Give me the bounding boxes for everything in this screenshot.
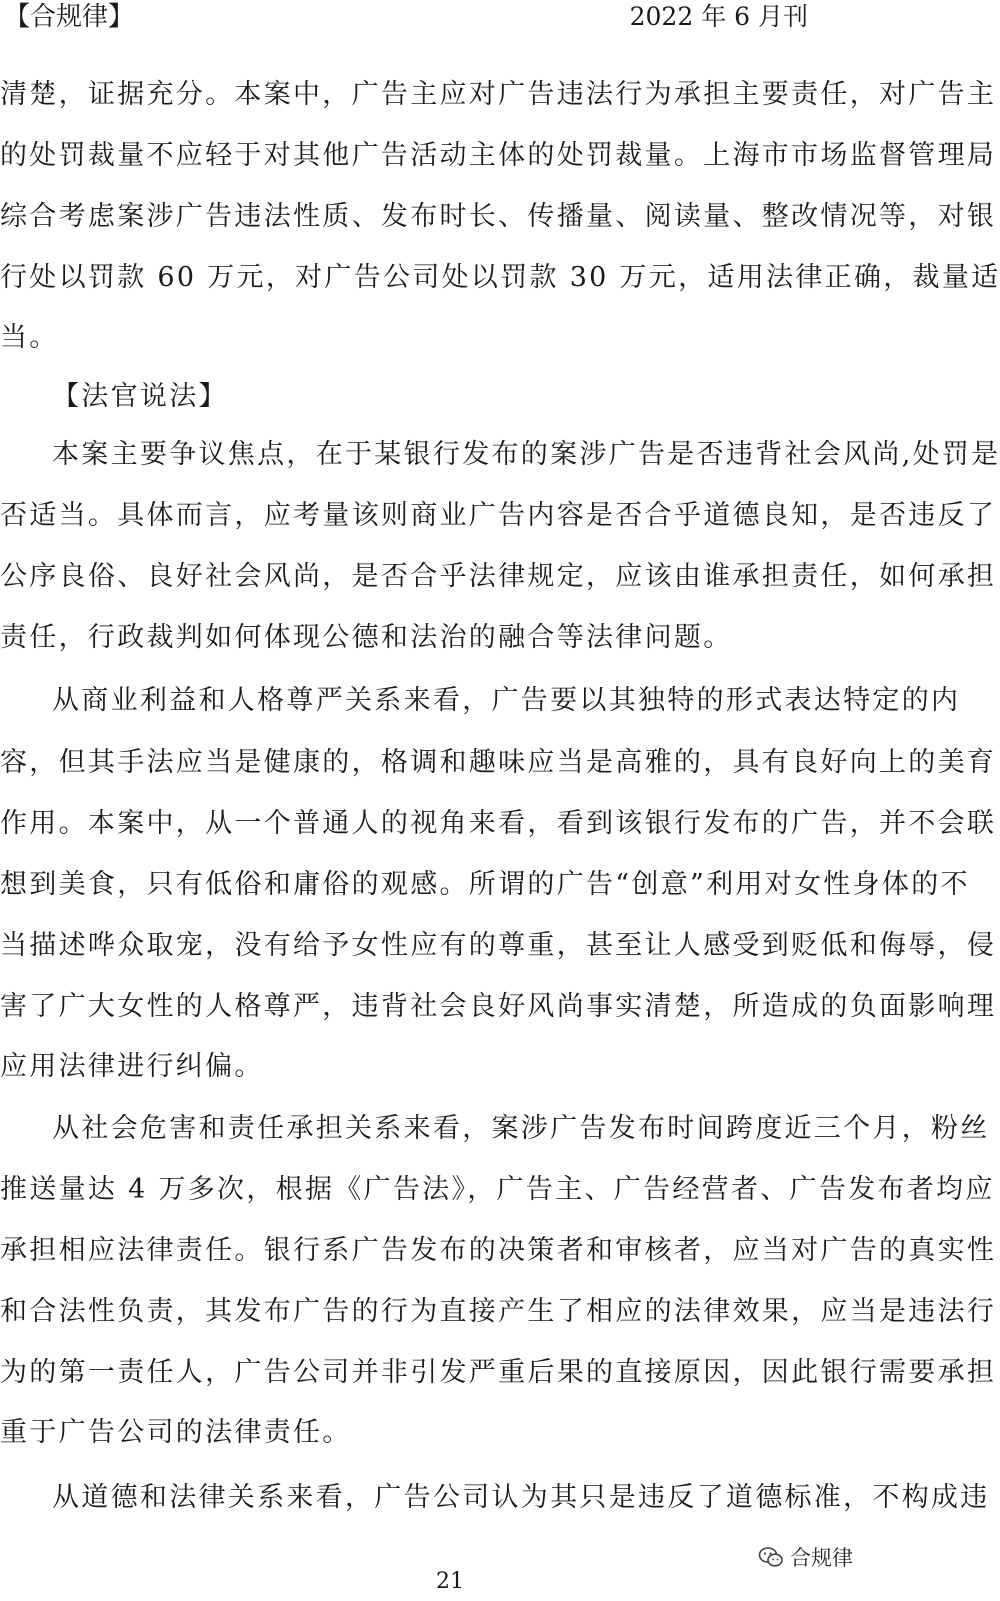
body-line: 承担相应法律责任。银行系广告发布的决策者和审核者，应当对广告的真实性	[0, 1235, 997, 1266]
body-line: 本案主要争议焦点，在于某银行发布的案涉广告是否违背社会风尚,处罚是	[52, 439, 1000, 470]
body-line: 想到美食，只有低俗和庸俗的观感。所谓的广告“创意”利用对女性身体的不	[0, 869, 970, 900]
wechat-icon	[758, 1546, 784, 1568]
watermark-text: 合规律	[790, 1546, 853, 1570]
journal-name: 【合规律】	[4, 2, 135, 32]
body-line: 公序良俗、良好社会风尚，是否合乎法律规定，应该由谁承担责任，如何承担	[0, 561, 997, 592]
body-line: 否适当。具体而言，应考量该则商业广告内容是否合乎道德良知，是否违反了	[0, 500, 997, 531]
page-header	[0, 0, 900, 40]
section-heading: 【法官说法】	[52, 381, 228, 412]
body-line: 为的第一责任人，广告公司并非引发严重后果的直接原因，因此银行需要承担	[0, 1357, 997, 1388]
body-line: 重于广告公司的法律责任。	[0, 1417, 352, 1448]
body-line: 从道德和法律关系来看，广告公司认为其只是违反了道德标准，不构成违	[52, 1482, 990, 1513]
body-line: 综合考虑案涉广告违法性质、发布时长、传播量、阅读量、整改情况等，对银	[0, 201, 997, 232]
body-line: 容，但其手法应当是健康的，格调和趣味应当是高雅的，具有良好向上的美育	[0, 747, 997, 778]
body-line: 行处以罚款 60 万元，对广告公司处以罚款 30 万元，适用法律正确，裁量适	[0, 262, 1000, 293]
body-line: 清楚，证据充分。本案中，广告主应对广告违法行为承担主要责任，对广告主	[0, 79, 997, 110]
body-line: 的处罚裁量不应轻于对其他广告活动主体的处罚裁量。上海市市场监督管理局	[0, 140, 997, 171]
issue-date: 2022 年 6 月刊	[629, 2, 808, 31]
body-line: 从社会危害和责任承担关系来看，案涉广告发布时间跨度近三个月，粉丝	[52, 1113, 990, 1144]
body-line: 责任，行政裁判如何体现公德和法治的融合等法律问题。	[0, 622, 733, 653]
body-line: 作用。本案中，从一个普通人的视角来看，看到该银行发布的广告，并不会联	[0, 808, 997, 839]
body-line: 害了广大女性的人格尊严，违背社会良好风尚事实清楚，所造成的负面影响理	[0, 991, 997, 1022]
body-line: 从商业利益和人格尊严关系来看，广告要以其独特的形式表达特定的内	[52, 685, 961, 716]
page-number: 21	[436, 1569, 464, 1594]
body-line: 当。	[0, 322, 59, 353]
body-line: 应用法律进行纠偏。	[0, 1051, 264, 1082]
body-line: 和合法性负责，其发布广告的行为直接产生了相应的法律效果，应当是违法行	[0, 1296, 997, 1327]
body-line: 当描述哗众取宠，没有给予女性应有的尊重，甚至让人感受到贬低和侮辱，侵	[0, 930, 997, 961]
body-line: 推送量达 4 万多次，根据《广告法》，广告主、广告经营者、广告发布者均应	[0, 1174, 995, 1205]
